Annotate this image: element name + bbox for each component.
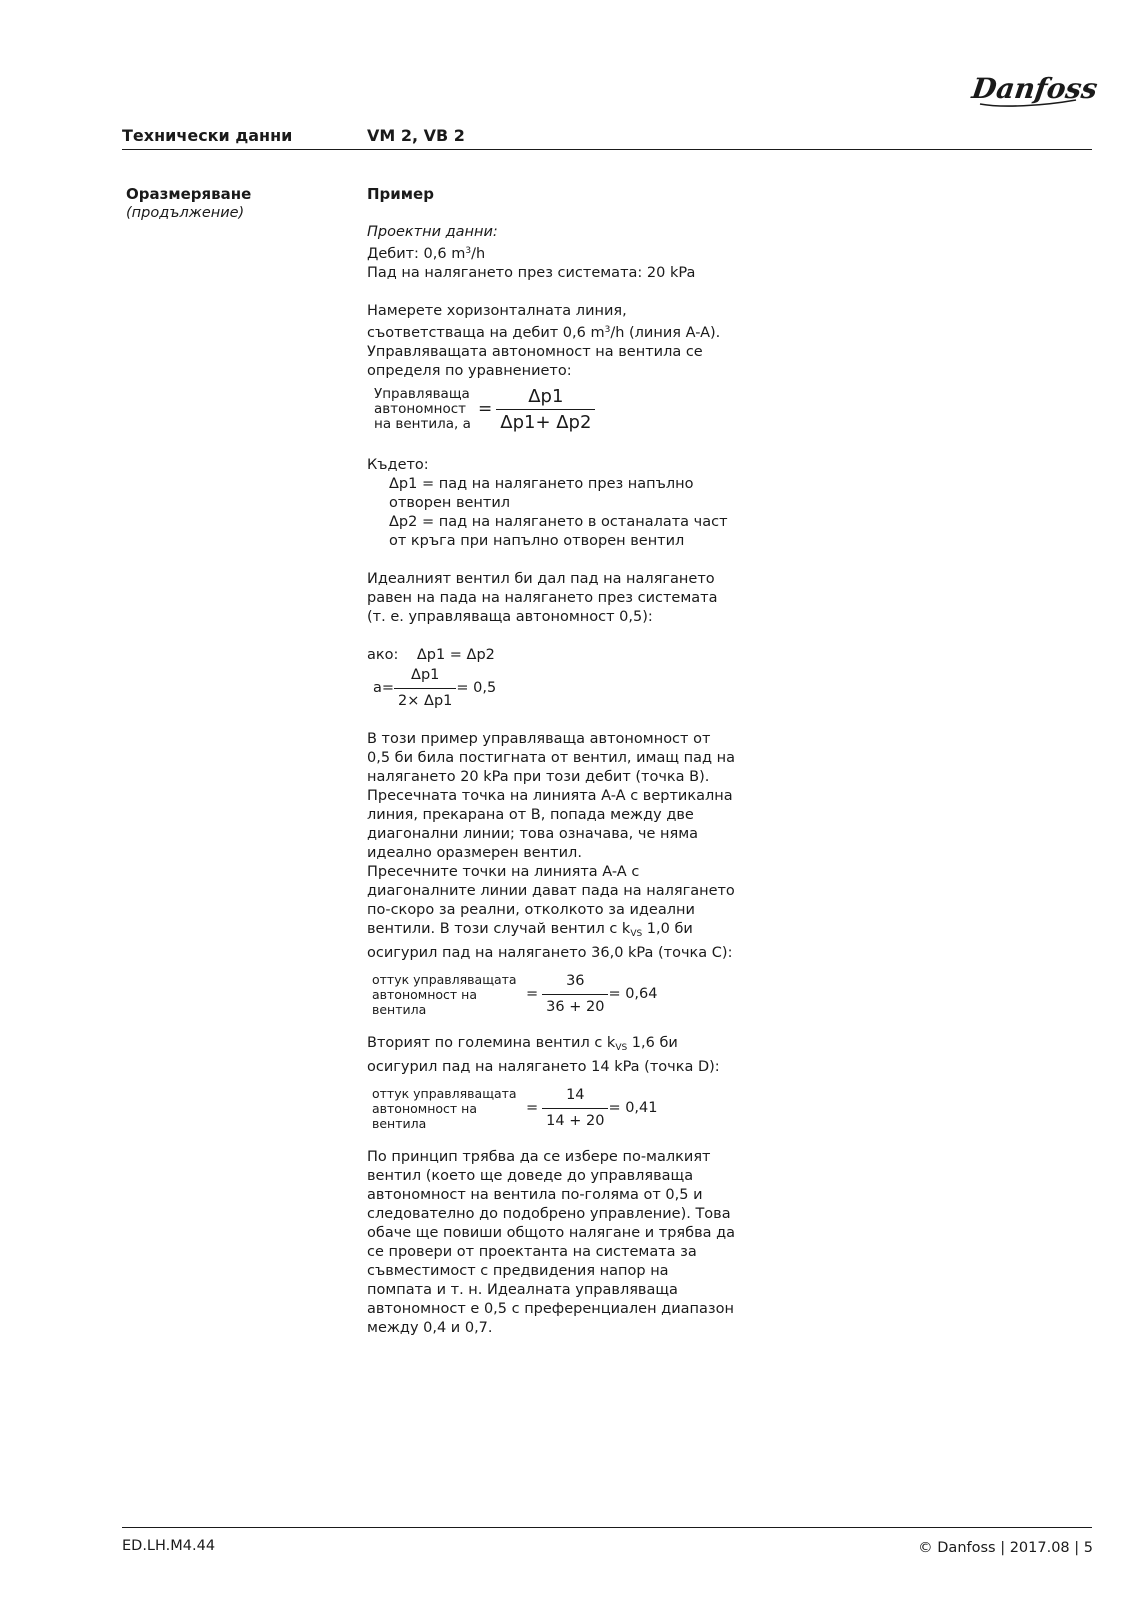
eq4-label: оттук управляващата автономност на вентила: [372, 1085, 517, 1131]
para1-sup: 3: [604, 325, 611, 335]
eq3-rhs: = 0,64: [608, 985, 658, 1002]
eq1-numerator: Δp1: [528, 385, 564, 407]
flow-line: [367, 242, 737, 264]
para2: Идеалният вентил би дал пад на налягането равен на пада на налягането през системата (т. е. управляваща автономност 0,5):: [367, 571, 718, 625]
eq1-label: Управляваща автономност на вентила, a: [374, 385, 471, 432]
document-code: ED.LH.M4.44: [122, 1538, 216, 1554]
header-product-title: VM 2, VB 2: [367, 126, 465, 145]
pressure-drop-line: Пад на налягането през системата: 20 kPa: [367, 265, 696, 281]
eq4-equals: =: [526, 1099, 539, 1116]
equation-authority: [374, 381, 737, 437]
header-divider: [122, 149, 1092, 150]
header-section-title: Технически данни: [122, 126, 293, 145]
eq3-equals: =: [526, 985, 539, 1002]
side-heading: Оразмеряване: [126, 185, 252, 203]
eq1-fraction: [496, 387, 595, 432]
para1-line1: Намерете хоризонталната линия,: [367, 303, 627, 319]
eq2-fraction: [394, 666, 456, 711]
eq3-numerator: 36: [566, 972, 585, 989]
example-heading: Пример: [367, 185, 434, 203]
copyright-page-info: © Danfoss | 2017.08 | 5: [918, 1540, 1093, 1556]
equation-valve-2: [372, 1087, 737, 1129]
eq2-rhs: = 0,5: [456, 679, 497, 696]
where-label: Където:: [367, 457, 429, 473]
para3-kvs-sub: VS: [630, 929, 643, 939]
eq1-denominator: Δp1+ Δp2: [496, 409, 595, 432]
eq4-fraction: [542, 1086, 608, 1131]
eq3-denominator: 36 + 20: [542, 994, 608, 1017]
eq4-numerator: 14: [566, 1086, 585, 1103]
definition-dp2: Δp2 = пад на налягането в останалата част от кръга при напълно отворен вентил: [389, 514, 728, 549]
equation-valve-1: [372, 973, 737, 1015]
eq3-label: оттук управляващата автономност на вентила: [372, 971, 517, 1017]
para1-part: съответстваща на дебит 0,6 m: [367, 325, 605, 341]
para3: [367, 730, 737, 963]
brand-logotype: Danfoss: [969, 72, 1100, 105]
definition-dp1: Δp1 = пад на налягането през напълно отворен вентил: [389, 476, 694, 511]
para5: По принцип трябва да се избере по-малкият вентил (което ще доведе до управляваща автономност на вентила по-голяма от 0,5 и следователно до подобрено управление). Това обаче ще повиши общото налягане и трябва да се провери от проектанта на системата за съвместимост с предвидения напор на помпата и т. н. Идеалната управляваща автономност е 0,5 с преференциален диапазон между 0,4 и 0,7.: [367, 1149, 736, 1336]
para4-kvs-sub: VS: [615, 1043, 628, 1053]
eq4-rhs: = 0,41: [608, 1099, 658, 1116]
design-data-label: Проектни данни:: [367, 224, 498, 240]
para4: [367, 1034, 737, 1077]
para3-text2: 1,0 би осигурил пад на налягането 36,0 kPa (точка C):: [367, 921, 733, 961]
para3-text: В този пример управляваща автономност от 0,5 би била постигната от вентил, имащ пад на налягането 20 kPa при този дебит (точка B). Пресечната точка на линията A-A с вертикална линия, прекарана от B, попада между две диагонални линии; това означава, че няма идеално оразмерен вентил. Пресечните точки на линията A-A с диагоналните линии дават пада на налягането по-скоро за реални, отколкото за идеални вентили. В този случай вентил с k: [367, 731, 736, 937]
main-column: [367, 185, 737, 1338]
flow-sup: 3: [465, 246, 472, 256]
eq2-lhs: a=: [373, 679, 395, 696]
eq2-numerator: Δp1: [411, 666, 440, 683]
if-line: ако: Δp1 = Δp2: [367, 647, 495, 663]
eq4-denominator: 14 + 20: [542, 1108, 608, 1131]
eq1-equals: =: [478, 398, 493, 419]
flow-prefix: Дебит: 0,6 m: [367, 246, 466, 262]
para1-line3: Управляващата автономност на вентила се определя по уравнението:: [367, 344, 703, 379]
danfoss-logo: [969, 62, 1100, 114]
equation-ideal: [373, 665, 737, 711]
footer-divider: [122, 1527, 1092, 1528]
para1-line2: [367, 321, 737, 343]
para1-part2: /h (линия A-A).: [610, 325, 721, 341]
flow-suffix: /h: [471, 246, 486, 262]
eq2-denominator: 2× Δp1: [394, 688, 456, 711]
para4-text: Вторият по големина вентил с k: [367, 1035, 616, 1051]
eq3-fraction: [542, 972, 608, 1017]
side-subheading: (продължение): [126, 205, 245, 221]
para4-text2: 1,6 би осигурил пад на налягането 14 kPa (точка D):: [367, 1035, 720, 1075]
